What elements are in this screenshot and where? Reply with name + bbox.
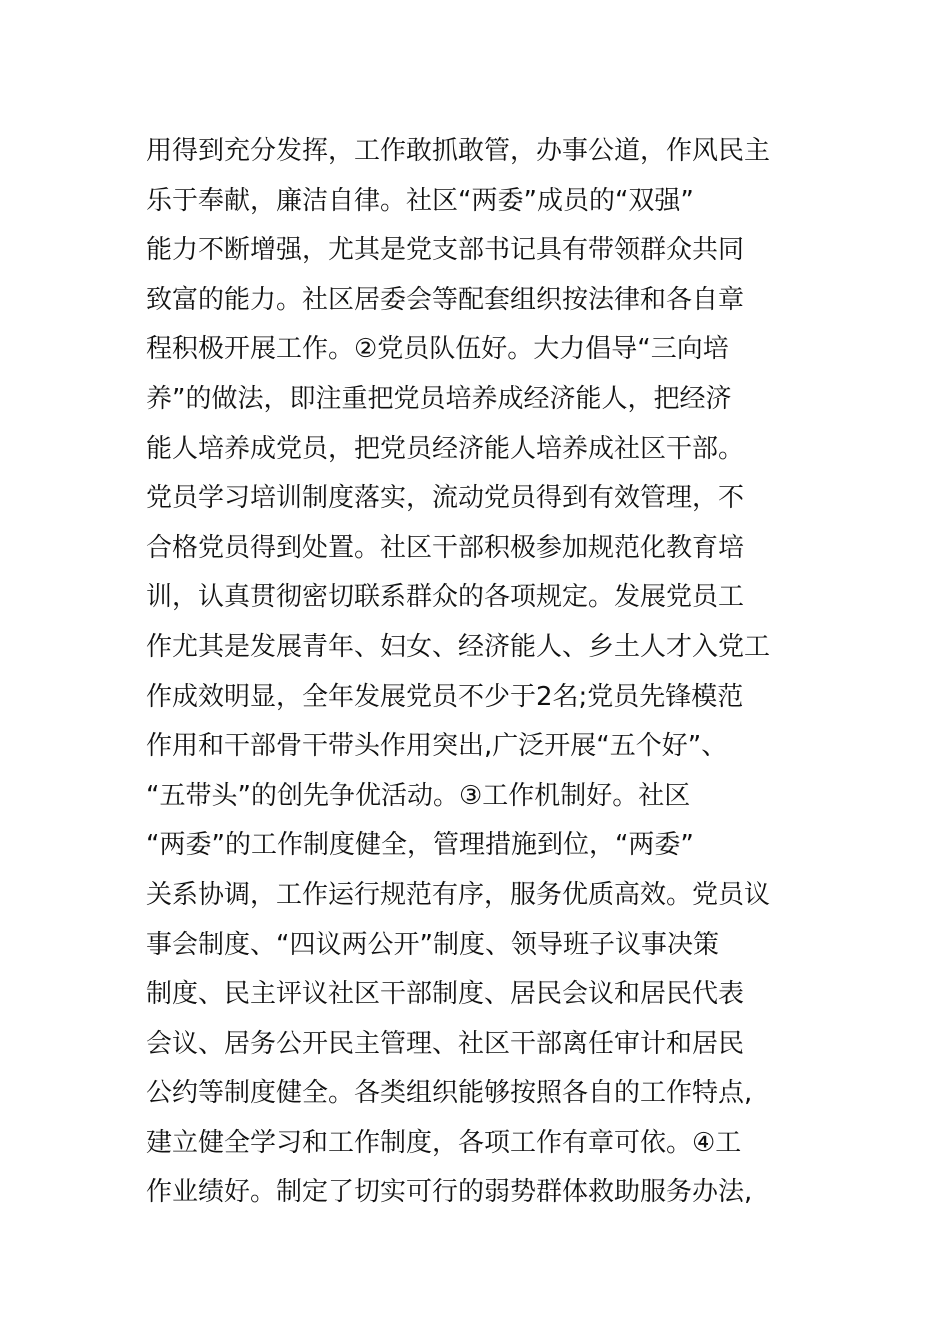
text-line: 致富的能力。社区居委会等配套组织按法律和各自章 (146, 284, 745, 315)
text-line: 合格党员得到处置。社区干部积极参加规范化教育培 (146, 532, 745, 563)
text-line: 党员学习培训制度落实，流动党员得到有效管理，不 (146, 483, 745, 514)
body-text (146, 127, 826, 1218)
text-line: 训，认真贯彻密切联系群众的各项规定。发展党员工 (146, 582, 745, 613)
text-line: 建立健全学习和工作制度，各项工作有章可依。④工 (146, 1127, 742, 1158)
text-line: 作业绩好。制定了切实可行的弱势群体救助服务办法, (146, 1177, 753, 1208)
text-line: 作尤其是发展青年、妇女、经济能人、乡土人才入党工 (146, 631, 771, 662)
text-line: 关系协调，工作运行规范有序，服务优质高效。党员议 (146, 879, 771, 910)
text-line: 公约等制度健全。各类组织能够按照各自的工作特点, (146, 1078, 753, 1109)
text-line: 养”的做法，即注重把党员培养成经济能人，把经济 (146, 383, 732, 414)
text-line: 事会制度、“四议两公开”制度、领导班子议事决策 (146, 929, 719, 960)
text-line: 会议、居务公开民主管理、社区干部离任审计和居民 (146, 1028, 745, 1059)
text-line: 能人培养成党员，把党员经济能人培养成社区干部。 (146, 433, 745, 464)
text-line: “五带头”的创先争优活动。③工作机制好。社区 (146, 780, 691, 811)
text-line: 作成效明显，全年发展党员不少于2名;党员先锋模范 (146, 681, 744, 712)
text-line: 乐于奉献，廉洁自律。社区“两委”成员的“双强” (146, 185, 694, 216)
text-line: 程积极开展工作。②党员队伍好。大力倡导“三向培 (146, 334, 729, 365)
text-line: 作用和干部骨干带头作用突出,广泛开展“五个好”、 (146, 731, 728, 762)
text-line: 用得到充分发挥，工作敢抓敢管，办事公道，作风民主 (146, 136, 771, 166)
text-line: 制度、民主评议社区干部制度、居民会议和居民代表 (146, 979, 745, 1010)
text-line: 能力不断增强，尤其是党支部书记具有带领群众共同 (146, 235, 745, 266)
text-line: “两委”的工作制度健全，管理措施到位，“两委” (146, 830, 694, 861)
